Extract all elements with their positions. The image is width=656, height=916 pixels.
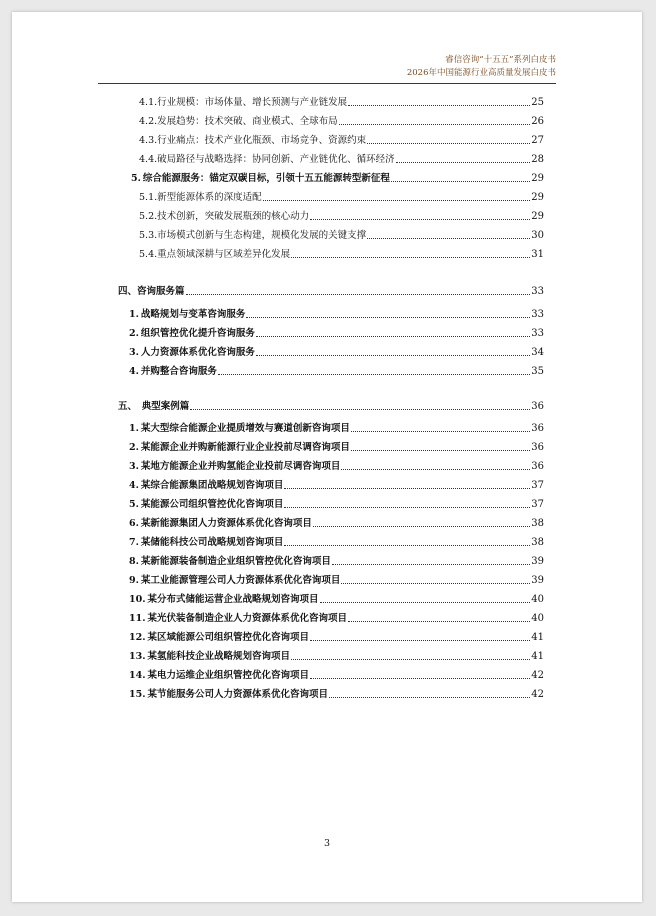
toc-leader-dots	[263, 200, 531, 201]
toc-entry-number: 8.	[129, 556, 139, 567]
toc-entry-label: 某电力运维企业组织管控优化咨询项目	[147, 670, 310, 681]
toc-entry-label: 5.1.新型能源体系的深度适配	[139, 192, 262, 203]
toc-entry-label: 某能源公司组织管控优化咨询项目	[140, 499, 284, 510]
toc-entry-label: 某地方能源企业并购氢能企业投前尽调咨询项目	[140, 461, 341, 472]
toc-entry-case-9[interactable]	[105, 573, 544, 587]
toc-leader-dots	[284, 545, 530, 546]
toc-leader-dots	[351, 431, 530, 432]
toc-leader-dots	[348, 621, 530, 622]
toc-entry-4-2[interactable]	[105, 114, 544, 128]
toc-entry-label: 某新能源集团人力资源体系优化咨询项目	[140, 518, 312, 529]
toc-entry-label: 4.3.行业痛点：技术产业化瓶颈、市场竞争、资源约束	[139, 135, 367, 146]
toc-entry-label: 某区域能源公司组织管控优化咨询项目	[147, 632, 310, 643]
toc-entry-service-4[interactable]	[105, 364, 544, 378]
toc-entry-label: 并购整合咨询服务	[140, 366, 217, 377]
toc-leader-dots	[284, 488, 530, 489]
toc-entry-label: 5.3.市场模式创新与生态构建，规模化发展的关键支撑	[139, 230, 367, 241]
running-header	[407, 54, 556, 79]
toc-entry-case-15[interactable]	[105, 687, 544, 701]
toc-page-number: 42	[531, 689, 544, 700]
toc-page-number: 25	[531, 97, 544, 108]
toc-page-number: 29	[531, 173, 544, 184]
toc-entry-number: 4.	[129, 480, 139, 491]
toc-entry-label: 4.1.行业规模：市场体量、增长预测与产业链发展	[139, 97, 348, 108]
toc-entry-5-2[interactable]	[105, 209, 544, 223]
toc-entry-4-1[interactable]	[105, 95, 544, 109]
toc-entry-number: 15.	[129, 689, 146, 700]
toc-entry-number: 14.	[129, 670, 146, 681]
toc-section-case-studies[interactable]	[105, 399, 544, 413]
toc-entry-4-4[interactable]	[105, 152, 544, 166]
toc-leader-dots	[218, 374, 530, 375]
toc-leader-dots	[256, 355, 530, 356]
toc-entry-label: 5.4.重点领域深耕与区域差异化发展	[139, 249, 291, 260]
toc-entry-label: 4.4.破局路径与战略选择：协同创新、产业链优化、循环经济	[139, 154, 395, 165]
toc-entry-service-1[interactable]	[105, 307, 544, 321]
toc-entry-4-3[interactable]	[105, 133, 544, 147]
toc-leader-dots	[341, 469, 530, 470]
toc-page-number: 41	[531, 651, 544, 662]
toc-entry-service-3[interactable]	[105, 345, 544, 359]
toc-page-number: 33	[531, 328, 544, 339]
toc-page-number: 37	[531, 499, 544, 510]
toc-leader-dots	[329, 697, 530, 698]
toc-entry-label: 某工业能源管理公司人力资源体系优化咨询项目	[140, 575, 341, 586]
toc-leader-dots	[367, 238, 530, 239]
header-report-title: 2026年中国能源行业高质量发展白皮书	[406, 67, 556, 78]
toc-leader-dots	[313, 526, 530, 527]
toc-entry-label: 某氢能科技企业战略规划咨询项目	[147, 651, 291, 662]
toc-entry-case-2[interactable]	[105, 440, 544, 454]
toc-entry-5-3[interactable]	[105, 228, 544, 242]
toc-entry-number: 7.	[129, 537, 139, 548]
toc-entry-label: 某分布式储能运营企业战略规划咨询项目	[147, 594, 319, 605]
toc-leader-dots	[396, 162, 531, 163]
toc-entry-label: 4.2.发展趋势：技术突破、商业模式、全球布局	[139, 116, 338, 127]
toc-page-number: 35	[531, 366, 544, 377]
toc-entry-label: 某大型综合能源企业提质增效与赛道创新咨询项目	[140, 423, 350, 434]
toc-entry-case-14[interactable]	[105, 668, 544, 682]
toc-page-number: 38	[531, 518, 544, 529]
toc-page-number: 33	[531, 286, 544, 297]
toc-entry-case-13[interactable]	[105, 649, 544, 663]
toc-page-number: 30	[531, 230, 544, 241]
toc-leader-dots	[246, 317, 530, 318]
toc-entry-case-7[interactable]	[105, 535, 544, 549]
toc-leader-dots	[310, 678, 530, 679]
toc-page-number: 40	[531, 594, 544, 605]
toc-page-number: 27	[531, 135, 544, 146]
toc-entry-label: 某能源企业并购新能源行业企业投前尽调咨询项目	[140, 442, 350, 453]
toc-leader-dots	[291, 257, 530, 258]
toc-entry-label: 某节能服务公司人力资源体系优化咨询项目	[147, 689, 329, 700]
toc-entry-case-4[interactable]	[105, 478, 544, 492]
toc-entry-number: 3.	[129, 461, 139, 472]
toc-leader-dots	[348, 105, 530, 106]
toc-page-number: 39	[531, 556, 544, 567]
toc-page-number: 28	[531, 154, 544, 165]
toc-entry-label: 综合能源服务：锚定双碳目标，引领十五五能源转型新征程	[142, 173, 390, 184]
toc-entry-case-12[interactable]	[105, 630, 544, 644]
toc-entry-label: 某光伏装备制造企业人力资源体系优化咨询项目	[147, 613, 348, 624]
toc-entry-case-3[interactable]	[105, 459, 544, 473]
toc-entry-5-4[interactable]	[105, 247, 544, 261]
toc-leader-dots	[310, 219, 530, 220]
toc-entry-number: 4.	[129, 366, 139, 377]
toc-page-number: 29	[531, 192, 544, 203]
toc-entry-label: 五、 典型案例篇	[118, 401, 190, 412]
toc-leader-dots	[351, 450, 530, 451]
toc-entry-label: 某储能科技公司战略规划咨询项目	[140, 537, 284, 548]
toc-page-number: 36	[531, 423, 544, 434]
toc-page-number: 36	[531, 401, 544, 412]
toc-leader-dots	[190, 409, 530, 410]
toc-leader-dots	[284, 507, 530, 508]
toc-entry-label: 战略规划与变革咨询服务	[140, 309, 246, 320]
toc-entry-service-2[interactable]	[105, 326, 544, 340]
toc-entry-case-1[interactable]	[105, 421, 544, 435]
toc-entry-case-11[interactable]	[105, 611, 544, 625]
toc-entry-number: 1.	[129, 423, 139, 434]
toc-entry-number: 2.	[129, 328, 139, 339]
toc-page-number: 33	[531, 309, 544, 320]
toc-entry-number: 3.	[129, 347, 139, 358]
toc-leader-dots	[291, 659, 530, 660]
toc-page-number: 41	[531, 632, 544, 643]
toc-page-number: 36	[531, 442, 544, 453]
toc-entry-5-1[interactable]	[105, 190, 544, 204]
toc-entry-label: 5.2.技术创新，突破发展瓶颈的核心动力	[139, 211, 310, 222]
toc-entry-case-10[interactable]	[105, 592, 544, 606]
toc-section-consulting-services[interactable]	[105, 284, 544, 298]
toc-entry-number: 10.	[129, 594, 146, 605]
toc-entry-label: 某新能源装备制造企业组织管控优化咨询项目	[140, 556, 331, 567]
toc-leader-dots	[367, 143, 530, 144]
toc-page-number: 42	[531, 670, 544, 681]
toc-entry-number: 1.	[129, 309, 139, 320]
toc-page-number: 36	[531, 461, 544, 472]
toc-leader-dots	[186, 294, 531, 295]
toc-entry-label: 四、咨询服务篇	[118, 286, 185, 297]
toc-page-number: 26	[531, 116, 544, 127]
toc-entry-case-6[interactable]	[105, 516, 544, 530]
toc-page-number: 40	[531, 613, 544, 624]
toc-leader-dots	[332, 564, 530, 565]
toc-leader-dots	[391, 181, 530, 182]
toc-entry-number: 12.	[129, 632, 146, 643]
toc-entry-label: 某综合能源集团战略规划咨询项目	[140, 480, 284, 491]
toc-entry-case-8[interactable]	[105, 554, 544, 568]
toc-entry-label: 组织管控优化提升咨询服务	[140, 328, 255, 339]
header-divider	[98, 83, 556, 84]
toc-page-number: 39	[531, 575, 544, 586]
toc-page-number: 31	[531, 249, 544, 260]
toc-entry-number: 13.	[129, 651, 146, 662]
toc-leader-dots	[310, 640, 530, 641]
toc-leader-dots	[256, 336, 530, 337]
toc-entry-number: 6.	[129, 518, 139, 529]
toc-entry-number: 5.	[131, 173, 141, 184]
header-series-title: 睿信咨询“十五五”系列白皮书	[445, 55, 556, 65]
toc-page-number: 29	[531, 211, 544, 222]
toc-leader-dots	[339, 124, 531, 125]
toc-entry-5[interactable]	[105, 171, 544, 185]
page-number: 3	[323, 838, 331, 849]
toc-leader-dots	[341, 583, 530, 584]
toc-page-number: 34	[531, 347, 544, 358]
document-page	[12, 12, 642, 902]
toc-entry-number: 5.	[129, 499, 139, 510]
toc-entry-label: 人力资源体系优化咨询服务	[140, 347, 255, 358]
toc-page-number: 37	[531, 480, 544, 491]
toc-entry-case-5[interactable]	[105, 497, 544, 511]
toc-leader-dots	[320, 602, 531, 603]
toc-entry-number: 9.	[129, 575, 139, 586]
toc-page-number: 38	[531, 537, 544, 548]
toc-entry-number: 2.	[129, 442, 139, 453]
toc-entry-number: 11.	[129, 613, 146, 624]
